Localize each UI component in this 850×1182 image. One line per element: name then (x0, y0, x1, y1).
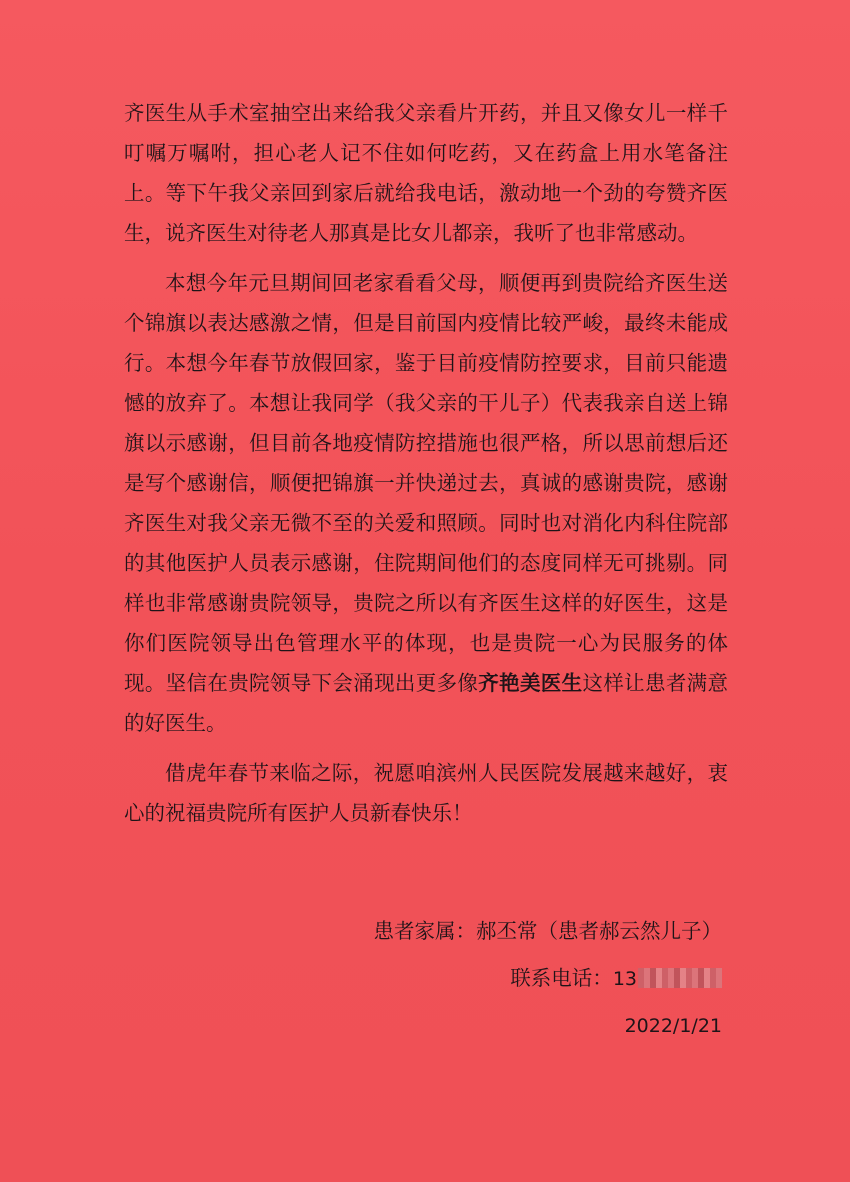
letter-body (124, 93, 728, 843)
doctor-name-bold: 齐艳美医生 (478, 671, 583, 695)
phone-label: 联系电话： (510, 966, 613, 990)
signature-family: 患者家属：郝丕常（患者郝云然儿子） (373, 919, 722, 943)
paragraph-2-tail: 这样让患者满意的好医生。 (124, 671, 729, 735)
signature-date: 2022/1/21 (624, 1015, 722, 1037)
paragraph-2-text: 本想今年元旦期间回老家看看父母，顺便再到贵院给齐医生送个锦旗以表达感激之情，但是目前国内疫情比较严峻，最终未能成行。本想今年春节放假回家，鉴于目前疫情防控要求，目前只能遗憾的放弃了。本想让我同学（我父亲的干儿子）代表我亲自送上锦旗以示感谢，但目前各地疫情防控措施也很严格，所以思前想后还是写个感谢信，顺便把锦旗一并快递过去，真诚的感谢贵院，感谢齐医生对我父亲无微不至的关爱和照顾。同时也对消化内科住院部的其他医护人员表示感谢，住院期间他们的态度同样无可挑剔。同样也非常感谢贵院领导，贵院之所以有齐医生这样的好医生，这是你们医院领导出色管理水平的体现，也是贵院一心为民服务的体现。坚信在贵院领导下会涌现出更多像 (124, 271, 728, 695)
phone-number-visible: 13 (612, 968, 637, 990)
paragraph-3: 借虎年春节来临之际，祝愿咱滨州人民医院发展越来越好，衷心的祝福贵院所有医护人员新春快乐！ (124, 761, 728, 825)
paragraph-1: 齐医生从手术室抽空出来给我父亲看片开药，并且又像女儿一样千叮嘱万嘱咐，担心老人记不住如何吃药，又在药盒上用水笔备注上。等下午我父亲回到家后就给我电话，激动地一个劲的夸赞齐医生，说齐医生对待老人那真是比女儿都亲，我听了也非常感动。 (124, 101, 728, 245)
paragraph-2 (124, 263, 728, 743)
phone-redaction-mask (638, 968, 722, 988)
signature-phone (510, 962, 722, 995)
